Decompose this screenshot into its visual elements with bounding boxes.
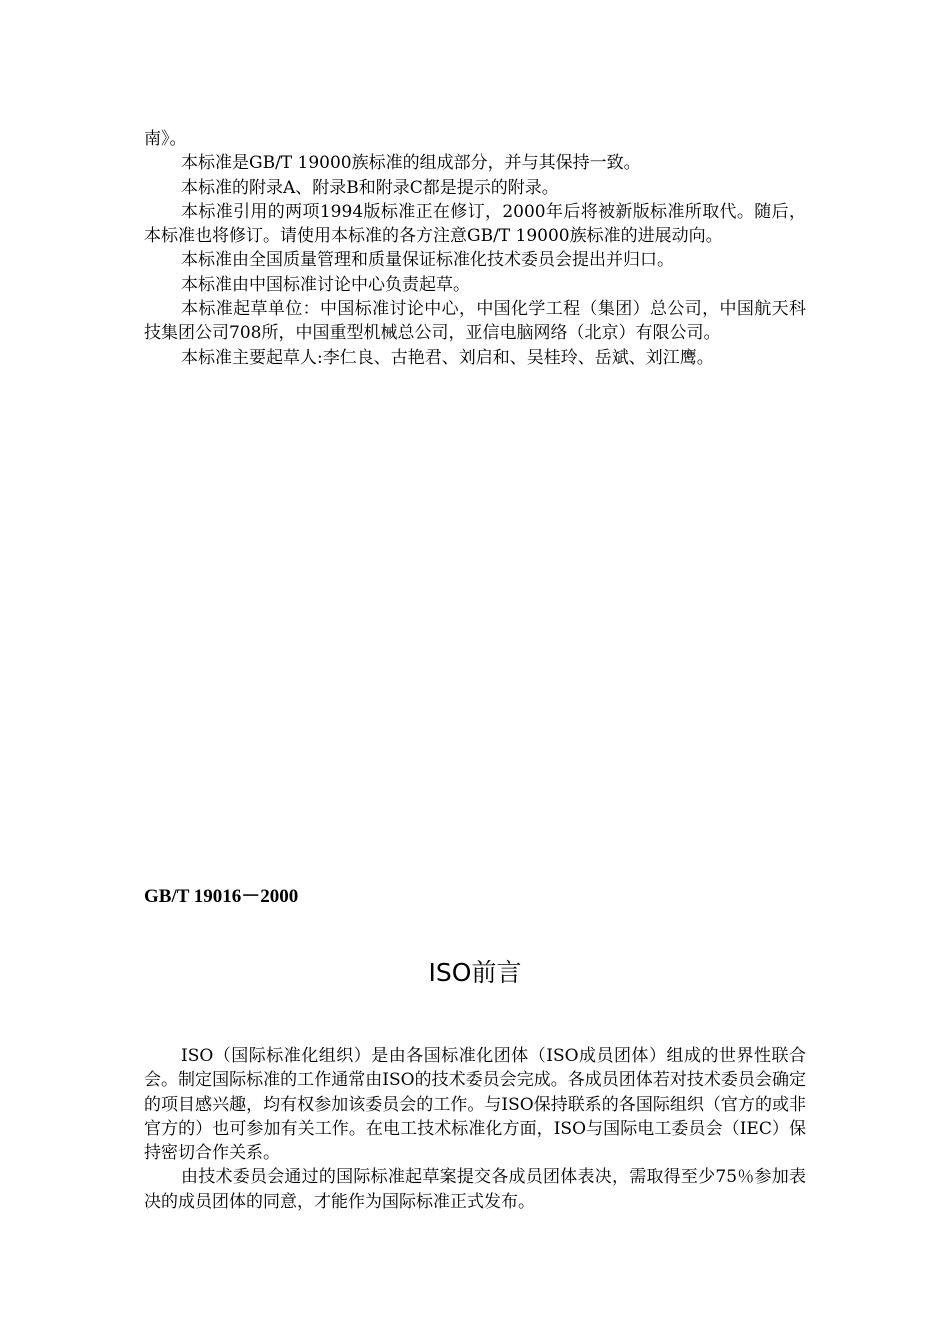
paragraph-iso-voting: 由技术委员会通过的国际标准起草案提交各成员团体表决，需取得至少75％参加表决的成员团体的同意，才能作为国际标准正式发布。 (144, 1167, 806, 1212)
paragraph-appendices: 本标准的附录A、附录B和附录C都是提示的附录。 (181, 177, 559, 198)
standard-id-header: GB/T 19016－2000 (144, 886, 299, 907)
paragraph-iso-intro: ISO（国际标准化组织）是由各国标准化团体（ISO成员团体）组成的世界性联合会。制定国际标准的工作通常由ISO的技术委员会完成。各成员团体若对技术委员会确定的项目感兴趣，均有权参加该委员会的工作。与ISO保持联系的各国际组织（官方的或非官方的）也可参加有关工作。在电工技术标准化方面，ISO与国际电工委员会（IEC）保持密切合作关系。 (144, 1046, 806, 1164)
iso-foreword-title: ISO前言 (428, 958, 522, 987)
iso-foreword-section (144, 1044, 806, 1214)
paragraph-drafted-by: 本标准由中国标准讨论中心负责起草。 (181, 274, 470, 295)
paragraph-revision-note: 本标准引用的两项1994版标准正在修订，2000年后将被新版标准所取代。随后，本标准也将修订。请使用本标准的各方注意GB/T 19000族标准的进展动向。 (144, 201, 806, 247)
paragraph-proposed-by: 本标准由全国质量管理和质量保证标准化技术委员会提出并归口。 (181, 250, 674, 271)
paragraph-continuation: 南》。 (144, 129, 187, 149)
paragraph-drafters: 本标准主要起草人:李仁良、古艳君、刘启和、吴桂玲、岳斌、刘江鹰。 (181, 347, 714, 368)
paragraph-drafting-units: 本标准起草单位：中国标准讨论中心，中国化学工程（集团）总公司，中国航天科技集团公司708所，中国重型机械总公司，亚信电脑网络（北京）有限公司。 (144, 299, 806, 344)
paragraph-composition: 本标准是GB/T 19000族标准的组成部分，并与其保持一致。 (181, 153, 641, 174)
foreword-cn-section (144, 127, 806, 370)
